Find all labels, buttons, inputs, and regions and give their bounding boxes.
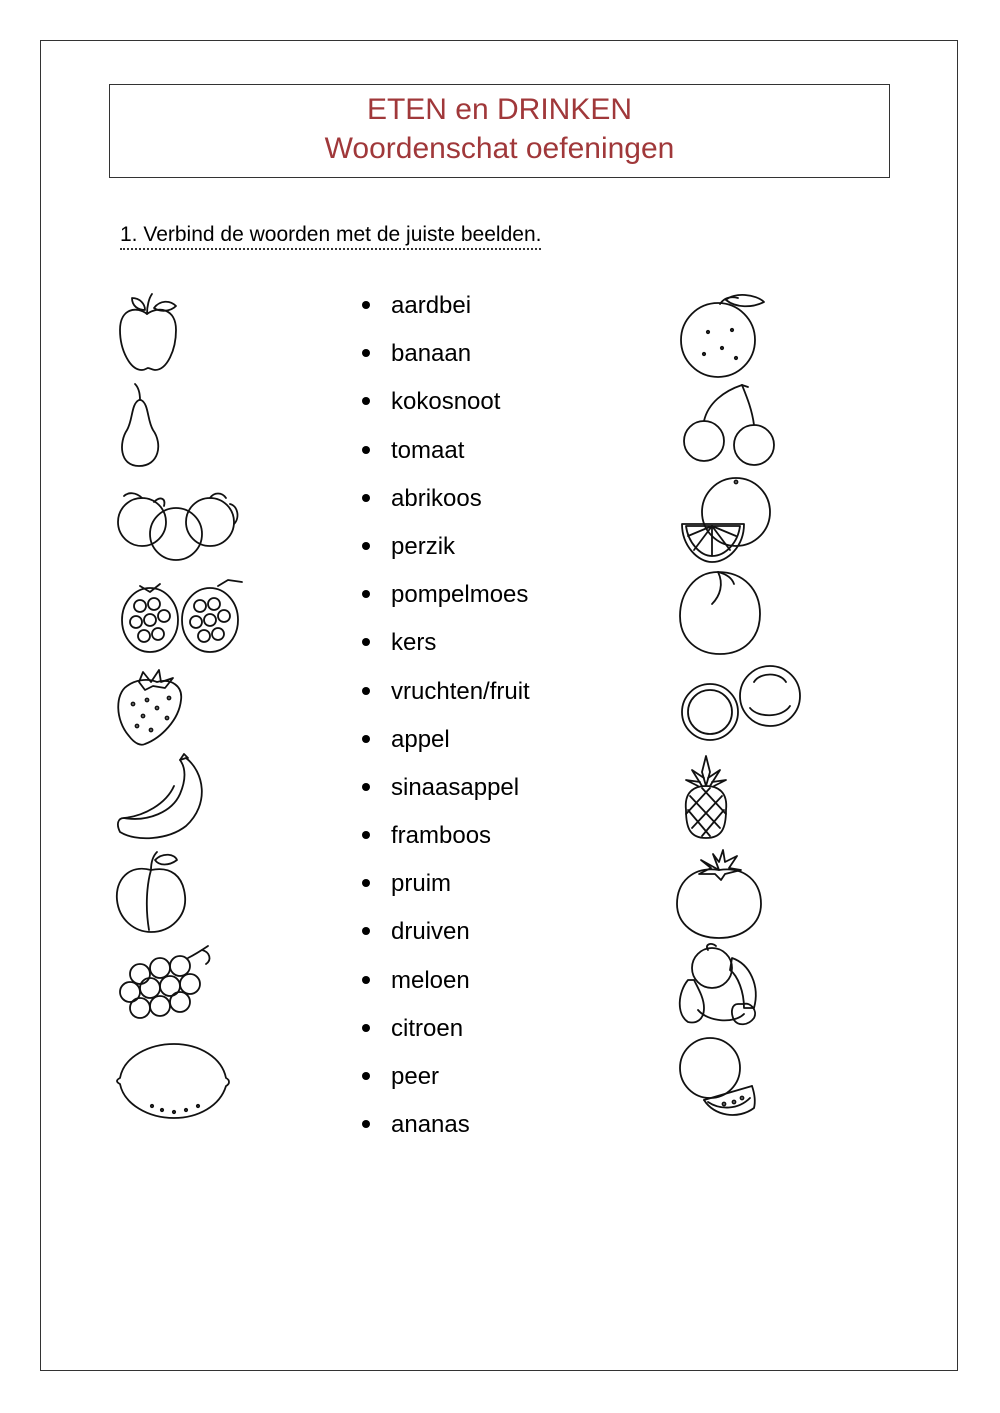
bullet-icon [362,397,370,405]
word-label: pompelmoes [391,581,529,609]
melon-icon[interactable] [678,1036,760,1120]
word-label: tomaat [391,436,465,464]
bullet-icon [362,927,370,935]
word-label: druiven [391,918,470,946]
bullet-icon [362,494,370,502]
word-label: pruim [391,870,452,898]
word-label: perzik [391,532,456,560]
plum-icon[interactable] [678,568,764,658]
bullet-icon [362,783,370,791]
strawberry-icon[interactable] [113,664,185,748]
bullet-icon [362,735,370,743]
tomato-icon[interactable] [675,848,765,940]
grapes-icon[interactable] [116,944,216,1026]
raspberries-icon[interactable] [118,574,246,658]
coconut-icon[interactable] [680,660,800,742]
lemon-icon[interactable] [114,1040,232,1122]
word-label: peer [391,1063,440,1090]
word-item[interactable] [362,384,530,432]
word-item[interactable] [362,722,530,770]
word-item[interactable] [362,529,530,577]
bullet-icon [362,590,370,598]
word-item[interactable] [362,1059,530,1107]
word-item[interactable] [362,577,530,625]
bullet-icon [362,831,370,839]
fruit-mix-icon[interactable] [674,942,764,1028]
word-item[interactable] [362,1011,530,1059]
bullet-icon [362,1072,370,1080]
grapefruit-icon[interactable] [678,476,774,566]
word-item[interactable] [362,1107,530,1155]
word-label: citroen [391,1014,464,1042]
peach-icon[interactable] [113,850,189,936]
cherries-icon[interactable] [680,383,778,469]
word-label: abrikoos [391,484,482,512]
word-label: vruchten/fruit [391,677,530,705]
bullet-icon [362,638,370,646]
banana-icon[interactable] [114,752,212,842]
bullet-icon [362,879,370,887]
pineapple-icon[interactable] [680,752,732,842]
bullet-icon [362,976,370,984]
bullet-icon [362,687,370,695]
word-item[interactable] [362,625,530,673]
word-label: kokosnoot [391,388,501,416]
word-item[interactable] [362,481,530,529]
word-label: banaan [391,340,472,368]
page-subtitle: Woordenschat oefeningen [324,132,675,165]
word-label: appel [391,725,450,753]
bullet-icon [362,446,370,454]
title-box [109,84,890,178]
word-list [362,288,530,1155]
word-label: aardbei [391,292,472,319]
word-item[interactable] [362,674,530,722]
bullet-icon [362,301,370,309]
bullet-icon [362,1120,370,1128]
page-title: ETEN en DRINKEN [366,93,633,126]
word-label: meloen [391,966,470,994]
word-item[interactable] [362,336,530,384]
word-item[interactable] [362,963,530,1011]
pear-icon[interactable] [115,382,165,470]
apple-icon[interactable] [112,292,182,374]
word-item[interactable] [362,288,530,336]
word-item[interactable] [362,770,530,818]
word-label: sinaasappel [391,773,520,801]
word-label: ananas [391,1111,470,1139]
bullet-icon [362,349,370,357]
apricots-icon[interactable] [114,488,242,562]
word-label: kers [391,629,437,657]
word-label: framboos [391,822,492,850]
bullet-icon [362,1024,370,1032]
word-item[interactable] [362,914,530,962]
exercise-instruction: 1. Verbind de woorden met de juiste beelden. [120,222,541,250]
word-item[interactable] [362,866,530,914]
word-item[interactable] [362,818,530,866]
orange-icon[interactable] [678,292,770,380]
word-item[interactable] [362,433,530,481]
bullet-icon [362,542,370,550]
